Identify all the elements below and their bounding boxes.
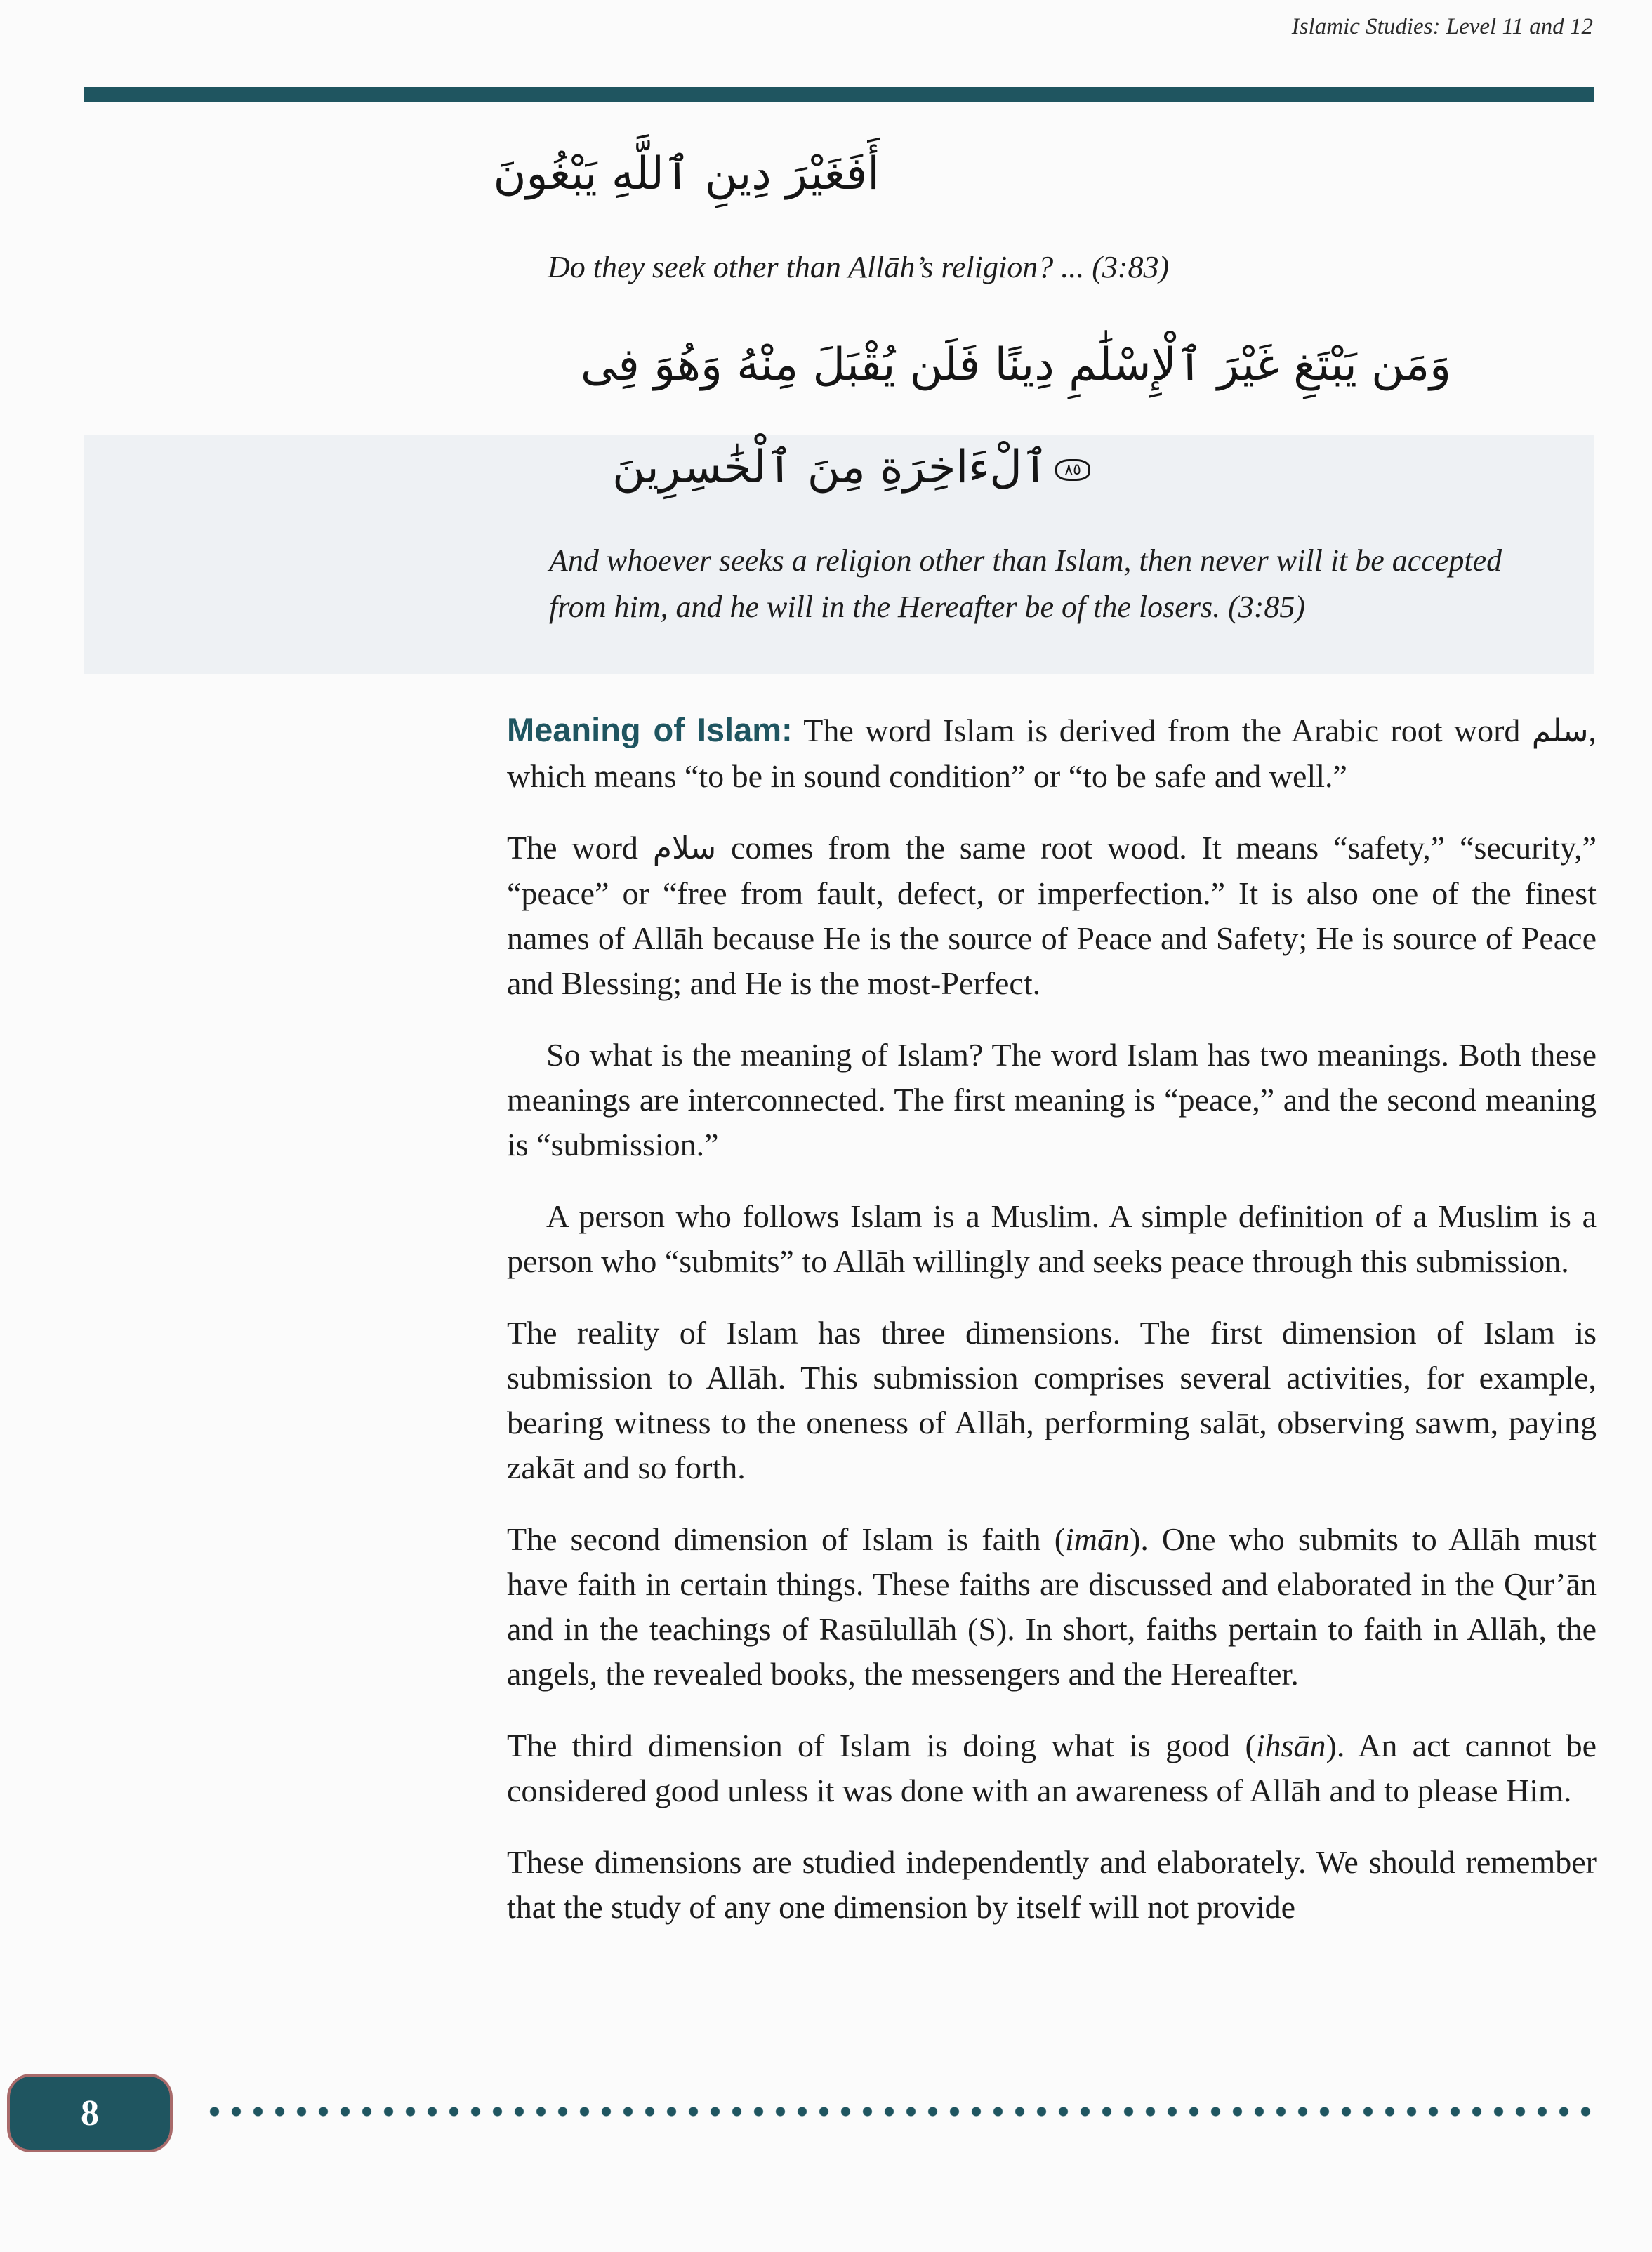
p6-text-start: The second dimension of Islam is faith ( bbox=[507, 1521, 1066, 1557]
paragraph-muslim-definition: A person who follows Islam is a Muslim. A simple definition of a Muslim is a person who “submits” to Allāh willingly and seeks peace through this submission. bbox=[507, 1198, 1597, 1279]
p7-text-start: The third dimension of Islam is doing what is good ( bbox=[507, 1728, 1256, 1763]
p1-text: The word Islam is derived from the Arabic root word bbox=[792, 713, 1521, 748]
verse-3-85-translation-line-2: from him, and he will in the Hereafter be of the losers. (3:85) bbox=[549, 590, 1306, 624]
page-number-tab bbox=[7, 2074, 173, 2152]
paragraph-two-meanings: So what is the meaning of Islam? The word Islam has two meanings. Both these meanings are interconnected. The first meaning is “peace,” and the second meaning is “submission.” bbox=[507, 1037, 1597, 1163]
p7-term-ihsan: ihsān bbox=[1255, 1728, 1326, 1763]
running-head-title: Islamic Studies: Level 11 and 12 bbox=[1291, 14, 1593, 39]
paragraph-salam bbox=[507, 826, 1597, 1006]
verse-3-85-arabic-line-1: وَمَن يَبْتَغِ غَيْرَ ٱلْإِسْلَٰمِ دِينًا فَلَن يُقْبَلَ مِنْهُ وَهُوَ فِى bbox=[580, 339, 1451, 391]
paragraph-second-dimension bbox=[507, 1517, 1597, 1697]
header-rule bbox=[84, 87, 1594, 102]
p2-text-end: comes from the same root wood. It means “safety,” “security,” “peace” or “free from fault, defect, or imperfection.” It is also one of the finest names of Allāh because He is the source of Peace and Safety; He is source of Peace and Blessing; and He is the most-Perfect. bbox=[507, 830, 1597, 1001]
p6-term-iman: imān bbox=[1065, 1521, 1130, 1557]
p6-text-end: ). One who submits to Allāh must have faith in certain things. These faiths are discussed and elaborated in the Qur’ān and in the teachings of Rasūlullāh (S). In short, faiths pertain to faith in Allāh, the angels, the revealed books, the messengers and the Hereafter. bbox=[507, 1521, 1597, 1692]
footer-dot-rule bbox=[204, 2106, 1601, 2117]
ayah-number-marker: ٨٥ bbox=[1055, 459, 1090, 481]
body-text bbox=[507, 708, 1597, 1956]
verse-3-85-arabic-line-2-text: ٱلْءَاخِرَةِ مِنَ ٱلْخَٰسِرِينَ bbox=[612, 442, 1049, 494]
verse-3-85-translation-line-1: And whoever seeks a religion other than Islam, then never will it be accepted bbox=[549, 543, 1502, 578]
p2-text-start: The word bbox=[507, 830, 653, 866]
p1-arabic-word: سلم bbox=[1531, 713, 1589, 749]
paragraph-dimensions-studied: These dimensions are studied independently and elaborately. We should remember that the study of any one dimension by itself will not provide bbox=[507, 1844, 1597, 1925]
p1-text-end: , which means “to be in sound condition” or “to be safe and well.” bbox=[507, 713, 1597, 794]
paragraph-three-dimensions: The reality of Islam has three dimensions. The first dimension of Islam is submission to Allāh. This submission comprises several activities, for example, bearing witness to the oneness of Allāh, performing salāt, observing sawm, paying zakāt and so forth. bbox=[507, 1315, 1597, 1485]
verse-3-83-translation: Do they seek other than Allāh’s religion? ... (3:83) bbox=[548, 250, 1170, 284]
paragraph-third-dimension bbox=[507, 1723, 1597, 1813]
verse-3-85-arabic-line-2 bbox=[612, 441, 1090, 494]
meaning-heading: Meaning of Islam: bbox=[507, 711, 793, 748]
p7-text-end: ). An act cannot be considered good unless it was done with an awareness of Allāh and to please Him. bbox=[507, 1728, 1597, 1808]
p2-arabic-word: سلام bbox=[652, 830, 717, 866]
paragraph-meaning-of-islam bbox=[507, 708, 1597, 799]
verse-3-83-arabic: أَفَغَيْرَ دِينِ ٱللَّهِ يَبْغُونَ bbox=[493, 148, 880, 200]
page-number: 8 bbox=[81, 2093, 99, 2133]
